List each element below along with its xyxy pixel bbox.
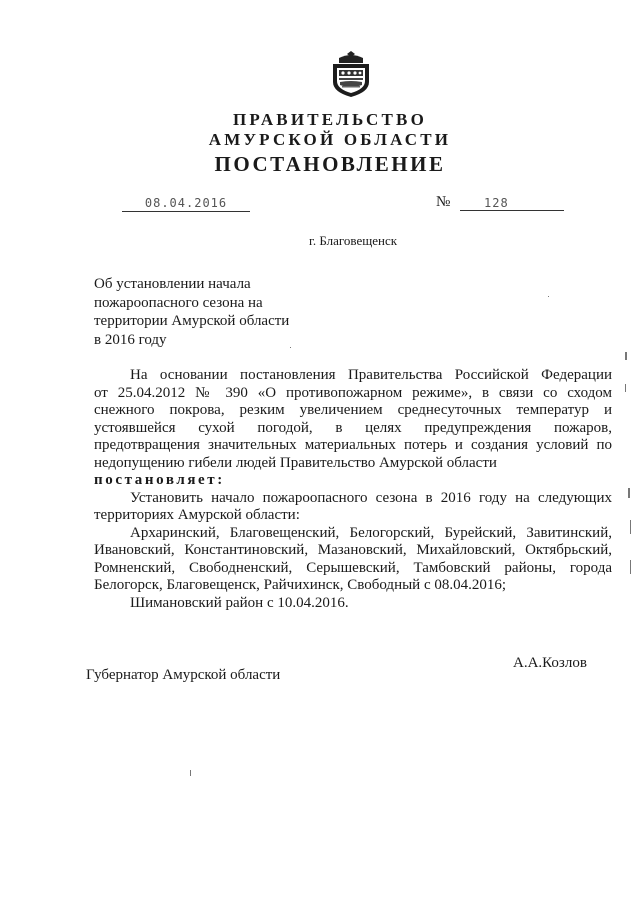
paragraph-line: от 25.04.2012 № 390 «О противопожарном режиме», в связи со сходом — [94, 384, 612, 401]
subject-line: пожароопасного сезона на — [94, 294, 263, 311]
paragraph-line: устоявшейся сухой погодой, в целях предупреждения пожаров, — [94, 419, 612, 436]
document-body — [94, 367, 612, 612]
paragraph-line: Установить начало пожароопасного сезона в 2016 году на следующих — [130, 489, 612, 506]
scan-speck — [190, 770, 191, 776]
paragraph-line: Шимановский район с 10.04.2016. — [130, 594, 349, 611]
scan-speck — [625, 384, 626, 392]
document-date: 08.04.2016 — [122, 196, 250, 212]
paragraph-line: На основании постановления Правительства Российской Федерации — [130, 367, 612, 383]
subject-line: в 2016 году — [94, 331, 167, 348]
document-type-title: ПОСТАНОВЛЕНИЕ — [214, 152, 446, 176]
government-title-line2: АМУРСКОЙ ОБЛАСТИ — [208, 130, 452, 149]
number-sign: № — [436, 194, 451, 210]
paragraph-line: Архаринский, Благовещенский, Белогорский, Бурейский, Завитинский, — [130, 524, 612, 541]
paragraph-line: территориях Амурской области: — [94, 507, 300, 523]
document-subject — [94, 275, 334, 349]
paragraph-line: Белогорск, Благовещенск, Райчихинск, Свободный с 08.04.2016; — [94, 577, 507, 593]
decree-keyword: постановляет: — [94, 472, 225, 488]
subject-line: Об установлении начала — [94, 276, 251, 292]
signatory-title: Губернатор Амурской области — [86, 667, 281, 683]
subject-line: территории Амурской области — [94, 313, 290, 329]
paragraph-line: снежного покрова, резким увеличением среднесуточных температур и — [94, 402, 612, 418]
document-number: 128 — [460, 196, 564, 211]
paragraph-line: Ромненский, Свободненский, Серышевский, Тамбовский районы, города — [94, 559, 612, 576]
document-city: г. Благовещенск — [309, 233, 398, 248]
paragraph-line: предотвращения значительных материальных потерь и создания условий по — [94, 437, 612, 453]
scan-speck — [625, 352, 627, 360]
scan-speck — [548, 296, 549, 297]
scan-speck — [628, 488, 630, 498]
scan-speck — [630, 560, 631, 574]
scan-speck — [290, 347, 291, 348]
paragraph-line: недопущению гибели людей Правительство Амурской области — [94, 454, 497, 471]
government-title-line1: ПРАВИТЕЛЬСТВО — [233, 110, 427, 129]
coat-of-arms-icon — [330, 50, 372, 98]
scan-speck — [630, 520, 631, 534]
paragraph-line: Ивановский, Константиновский, Мазановский, Михайловский, Октябрьский, — [94, 542, 612, 558]
signatory-name: А.А.Козлов — [513, 655, 587, 671]
